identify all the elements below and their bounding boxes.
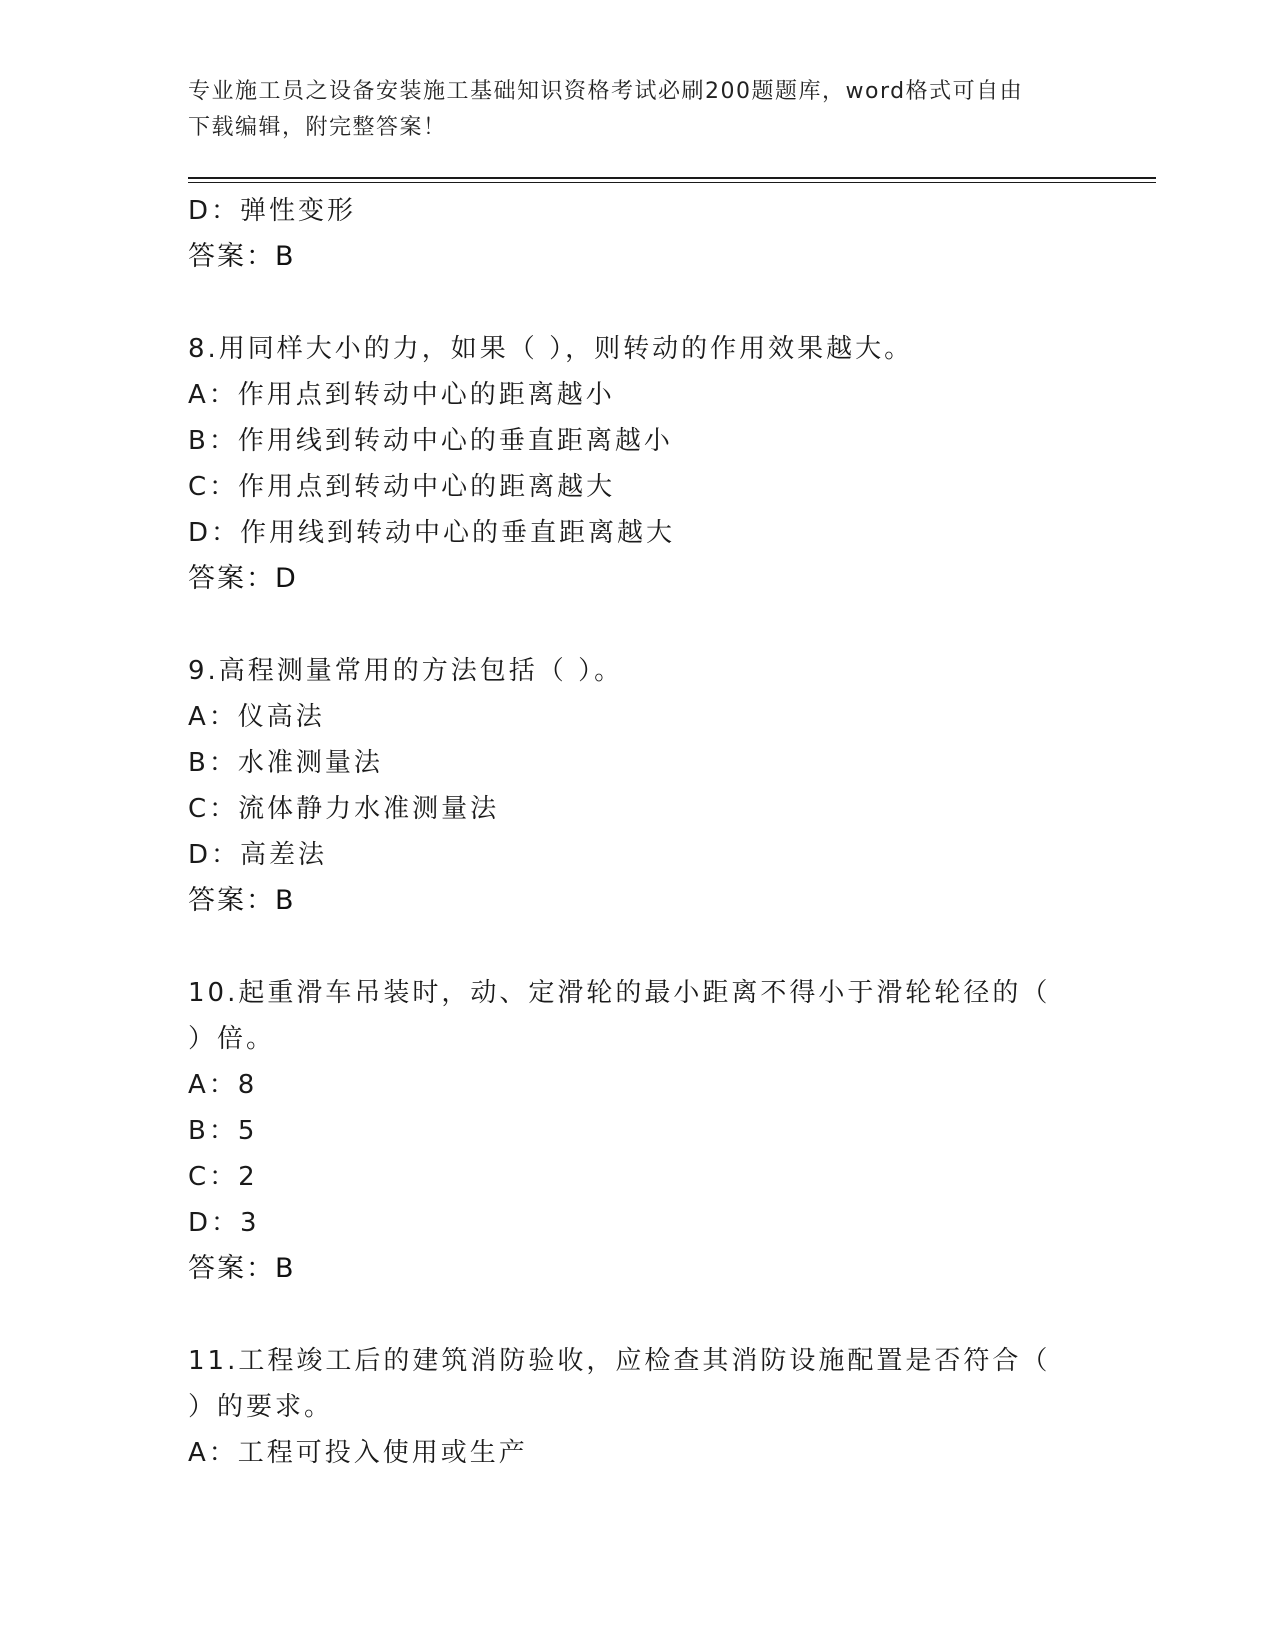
q10-option-d: D：3 [188, 1208, 260, 1238]
q8-option-d: D：作用线到转动中心的垂直距离越大 [188, 518, 676, 548]
question-list [188, 188, 1088, 1476]
question-spacer [188, 1292, 1088, 1338]
q10-option-a: A：8 [188, 1070, 258, 1100]
document-header [188, 74, 1088, 146]
q8-answer: 答案：D [188, 563, 298, 594]
q8-question: 8.用同样大小的力，如果（ ），则转动的作用效果越大。 [188, 334, 914, 364]
q9-answer: 答案：B [188, 885, 296, 916]
q7-answer: 答案：B [188, 241, 296, 272]
question-spacer [188, 924, 1088, 970]
q9-option-b: B：水准测量法 [188, 748, 383, 778]
q11-question-line-1: 11.工程竣工后的建筑消防验收，应检查其消防设施配置是否符合（ [188, 1346, 1051, 1376]
q10-question-line-2: ）倍。 [188, 1024, 276, 1054]
question-spacer [188, 280, 1088, 326]
header-divider-thin [188, 182, 1156, 183]
q9-question: 9.高程测量常用的方法包括（ ）。 [188, 656, 624, 686]
q9-option-d: D：高差法 [188, 840, 328, 870]
q10-question-line-1: 10.起重滑车吊装时，动、定滑轮的最小距离不得小于滑轮轮径的（ [188, 978, 1051, 1008]
q8-option-c: C：作用点到转动中心的距离越大 [188, 472, 616, 502]
q8-option-b: B：作用线到转动中心的垂直距离越小 [188, 426, 673, 456]
q10-option-b: B：5 [188, 1116, 258, 1146]
q11-question-line-2: ）的要求。 [188, 1392, 334, 1422]
header-title-line-1: 专业施工员之设备安装施工基础知识资格考试必刷200题题库，word格式可自由 [188, 79, 1024, 104]
q10-option-c: C：2 [188, 1162, 258, 1192]
header-divider-thick [188, 177, 1156, 179]
q7-option-d: D：弹性变形 [188, 196, 357, 226]
question-spacer [188, 602, 1088, 648]
q10-answer: 答案：B [188, 1253, 296, 1284]
header-title-line-2: 下载编辑，附完整答案！ [188, 115, 447, 140]
q11-option-a: A：工程可投入使用或生产 [188, 1438, 528, 1468]
q9-option-c: C：流体静力水准测量法 [188, 794, 500, 824]
q9-option-a: A：仪高法 [188, 702, 325, 732]
q8-option-a: A：作用点到转动中心的距离越小 [188, 380, 615, 410]
